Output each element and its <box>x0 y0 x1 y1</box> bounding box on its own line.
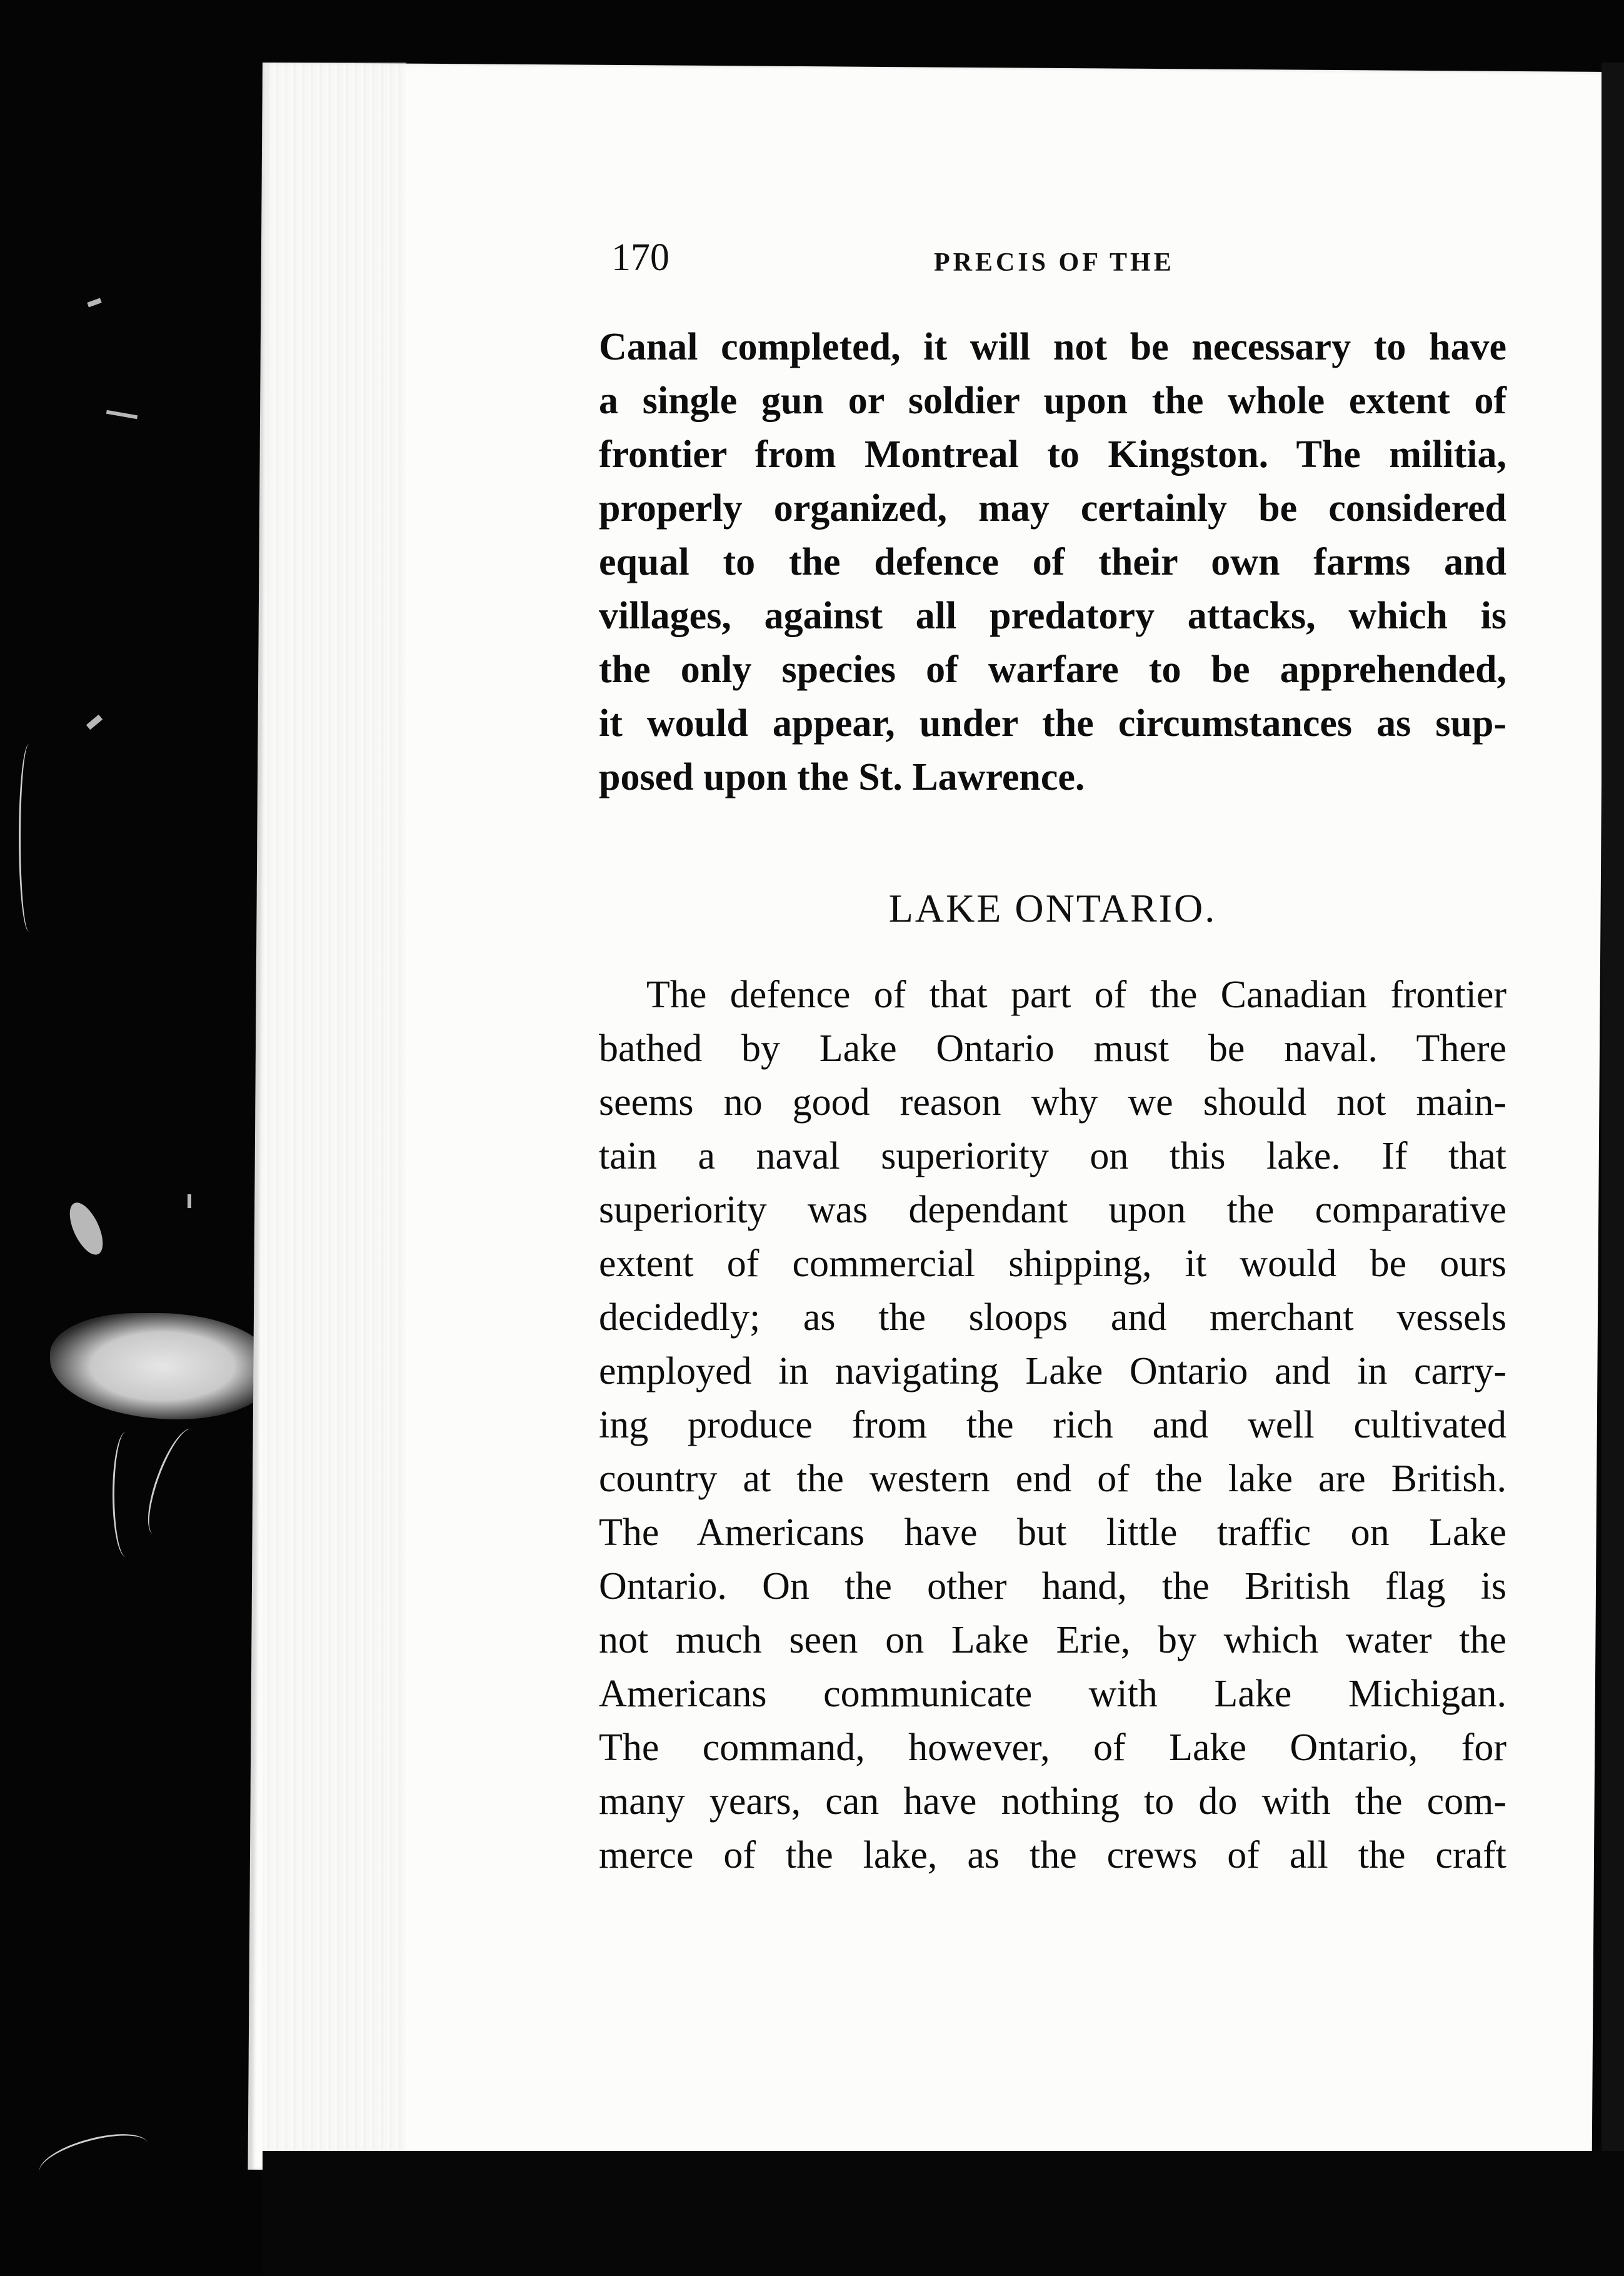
dust-speck <box>106 410 138 420</box>
text-line: bathed by Lake Ontario must be naval. There <box>599 1027 1506 1070</box>
dust-speck <box>63 1198 109 1259</box>
text-line: merce of the lake, as the crews of all the craft <box>599 1834 1506 1876</box>
section-heading: LAKE ONTARIO. <box>888 886 1217 930</box>
text-line: ing produce from the rich and well cultivated <box>599 1404 1506 1446</box>
running-head: PRECIS OF THE <box>934 248 1175 277</box>
text-line: The defence of that part of the Canadian frontier <box>646 974 1506 1016</box>
text-line: The command, however, of Lake Ontario, for <box>599 1726 1506 1769</box>
hair-fiber <box>113 1432 139 1557</box>
dust-speck <box>87 298 101 307</box>
paragraph-canal <box>599 320 1506 804</box>
hair-fiber <box>138 1423 208 1540</box>
hair-fiber <box>34 2125 153 2192</box>
text-line: superiority was dependant upon the comparative <box>599 1189 1506 1231</box>
text-line: Canal completed, it will not be necessary to have <box>599 326 1506 368</box>
bottom-scan-border <box>263 2151 1624 2276</box>
hair-fiber <box>19 744 39 932</box>
text-line: employed in navigating Lake Ontario and in carry- <box>599 1350 1506 1392</box>
page-number: 170 <box>611 236 669 279</box>
dust-speck <box>188 1194 191 1208</box>
paper-fragment-smudge <box>50 1313 275 1419</box>
page-header <box>611 233 1511 283</box>
text-line: tain a naval superiority on this lake. If that <box>599 1135 1506 1177</box>
text-line: the only species of warfare to be apprehended, <box>599 648 1506 691</box>
text-line: posed upon the St. Lawrence. <box>599 756 1085 798</box>
text-line: it would appear, under the circumstances as sup- <box>599 702 1506 745</box>
text-line: decidedly; as the sloops and merchant vessels <box>599 1296 1506 1339</box>
text-line: many years, can have nothing to do with the com- <box>599 1780 1506 1823</box>
right-scan-border <box>1601 63 1624 2170</box>
dust-speck <box>86 715 103 730</box>
paragraph-lake-ontario <box>599 968 1506 1882</box>
text-line: country at the western end of the lake are British. <box>599 1458 1506 1500</box>
text-line: properly organized, may certainly be considered <box>599 487 1506 530</box>
text-line: frontier from Montreal to Kingston. The militia, <box>599 433 1506 476</box>
text-line: The Americans have but little traffic on Lake <box>599 1511 1506 1554</box>
text-line: extent of commercial shipping, it would be ours <box>599 1242 1506 1285</box>
text-line: equal to the defence of their own farms and <box>599 541 1506 583</box>
page-stack-edges <box>263 63 406 2170</box>
text-line: a single gun or soldier upon the whole extent of <box>599 380 1506 422</box>
text-line: Americans communicate with Lake Michigan. <box>599 1673 1506 1715</box>
text-line: not much seen on Lake Erie, by which water the <box>599 1619 1506 1661</box>
text-line: villages, against all predatory attacks, which is <box>599 595 1506 637</box>
text-line: Ontario. On the other hand, the British flag is <box>599 1565 1506 1608</box>
text-line: seems no good reason why we should not main- <box>599 1081 1506 1124</box>
